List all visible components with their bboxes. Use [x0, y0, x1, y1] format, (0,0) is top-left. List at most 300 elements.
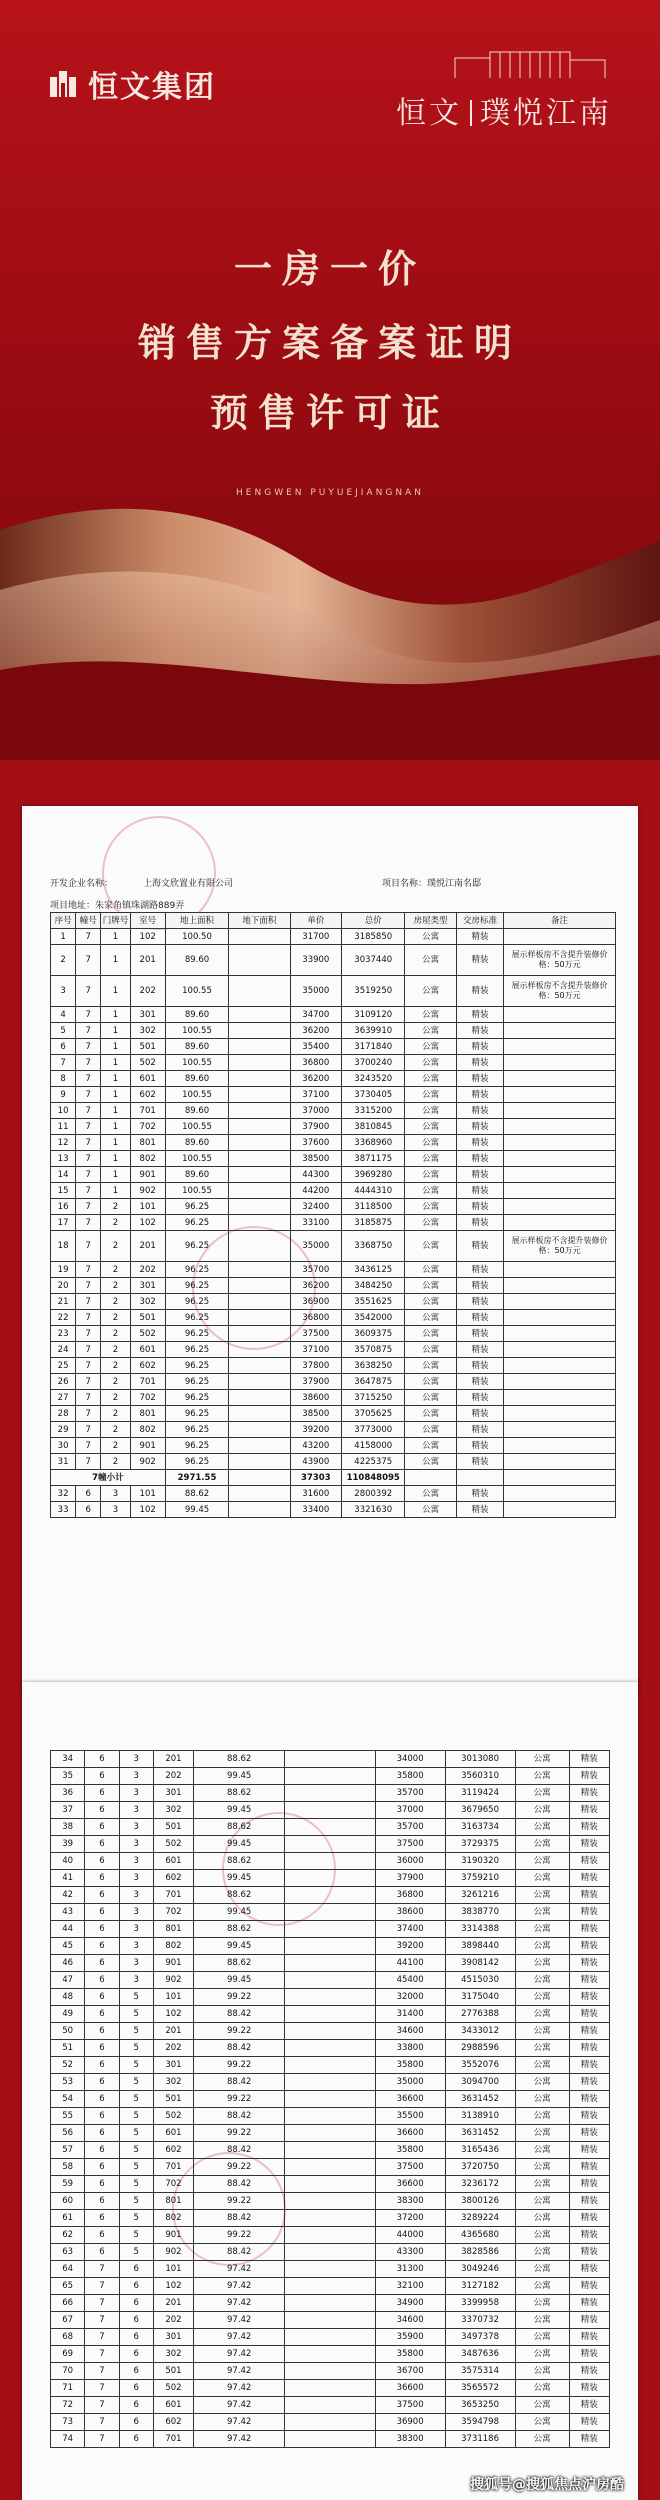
table-cell: 31700 [290, 929, 341, 945]
table-cell: 1 [101, 1087, 130, 1103]
table-cell: 6 [119, 2363, 153, 2380]
table-cell [504, 1486, 616, 1502]
table-cell [285, 2346, 375, 2363]
table-cell: 3 [119, 1955, 153, 1972]
table-cell: 1 [51, 929, 76, 945]
table-cell: 公寓 [405, 1262, 456, 1278]
table-row [51, 2176, 610, 2193]
table-cell [285, 1785, 375, 1802]
table-cell: 3119424 [445, 1785, 515, 1802]
table-cell: 精装 [569, 2040, 609, 2057]
table-cell: 18 [51, 1231, 76, 1262]
table-cell: 69 [51, 2346, 85, 2363]
table-cell: 38600 [290, 1390, 341, 1406]
table-cell: 302 [153, 2074, 193, 2091]
table-cell: 6 [85, 2193, 119, 2210]
table-cell: 公寓 [515, 2380, 569, 2397]
table-cell [285, 2210, 375, 2227]
table-cell: 35800 [375, 2142, 445, 2159]
table-cell: 602 [130, 1087, 165, 1103]
table-cell: 24 [51, 1342, 76, 1358]
table-cell: 公寓 [515, 1836, 569, 1853]
table-cell: 公寓 [515, 1989, 569, 2006]
table-cell: 公寓 [405, 1071, 456, 1087]
table-cell: 3715250 [342, 1390, 405, 1406]
table-cell: 7 [85, 2261, 119, 2278]
table-cell: 34000 [375, 1751, 445, 1768]
table-cell: 2 [101, 1406, 130, 1422]
table-cell: 97.42 [194, 2431, 285, 2448]
table-cell: 7 [76, 1310, 101, 1326]
table-cell: 37400 [375, 1921, 445, 1938]
table-cell [504, 1039, 616, 1055]
table-cell: 公寓 [405, 1231, 456, 1262]
table-cell: 3013080 [445, 1751, 515, 1768]
table-cell [504, 1342, 616, 1358]
table-cell: 6 [85, 1938, 119, 1955]
table-cell: 48 [51, 1989, 85, 2006]
table-cell: 501 [130, 1039, 165, 1055]
column-header: 单价 [290, 913, 341, 929]
table-cell: 精装 [569, 2312, 609, 2329]
table-cell: 23 [51, 1326, 76, 1342]
table-cell: 36200 [290, 1278, 341, 1294]
table-cell: 99.45 [194, 1904, 285, 1921]
table-cell: 6 [85, 1836, 119, 1853]
title-line-2: 销售方案备案证明 [137, 321, 522, 365]
table-cell: 6 [85, 1887, 119, 1904]
table-cell [504, 1183, 616, 1199]
table-cell: 34 [51, 1751, 85, 1768]
table-row [51, 2329, 610, 2346]
table-cell: 精装 [569, 1921, 609, 1938]
table-cell [504, 1310, 616, 1326]
brand-right-b: 璞悦江南 [480, 96, 612, 131]
table-cell [229, 1438, 290, 1454]
table-cell: 3 [119, 1751, 153, 1768]
table-cell: 3243520 [342, 1071, 405, 1087]
table-cell [229, 1023, 290, 1039]
table-cell: 37 [51, 1802, 85, 1819]
table-cell: 3109120 [342, 1007, 405, 1023]
table-cell: 2776388 [445, 2006, 515, 2023]
table-cell: 3638250 [342, 1358, 405, 1374]
table-cell: 66 [51, 2295, 85, 2312]
table-cell: 96.25 [165, 1231, 228, 1262]
table-cell [285, 2380, 375, 2397]
table-cell: 36 [51, 1785, 85, 1802]
table-cell [229, 1231, 290, 1262]
table-cell: 701 [153, 2159, 193, 2176]
table-cell: 3368750 [342, 1231, 405, 1262]
hero-banner [0, 0, 660, 760]
table-row [51, 1039, 616, 1055]
table-row [51, 1119, 616, 1135]
table-cell: 39200 [375, 1938, 445, 1955]
table-cell: 精装 [569, 2108, 609, 2125]
table-cell: 2800392 [342, 1486, 405, 1502]
table-cell: 1 [101, 1039, 130, 1055]
table-cell: 公寓 [515, 2227, 569, 2244]
table-cell: 35000 [290, 1231, 341, 1262]
table-cell: 37600 [290, 1135, 341, 1151]
table-cell [229, 1358, 290, 1374]
table-cell: 6 [85, 2125, 119, 2142]
table-cell: 32400 [290, 1199, 341, 1215]
table-cell: 精装 [456, 976, 503, 1007]
table-cell [285, 1972, 375, 1989]
table-cell: 3 [119, 1921, 153, 1938]
table-cell [504, 1087, 616, 1103]
table-cell: 201 [130, 945, 165, 976]
table-cell: 公寓 [515, 1802, 569, 1819]
table-cell: 34600 [375, 2312, 445, 2329]
table-cell: 5 [119, 2006, 153, 2023]
table-cell: 公寓 [405, 1007, 456, 1023]
table-cell: 5 [119, 2210, 153, 2227]
table-cell: 102 [130, 929, 165, 945]
table-cell: 50 [51, 2023, 85, 2040]
table-cell: 3729375 [445, 1836, 515, 1853]
table-cell: 902 [153, 2244, 193, 2261]
table-cell: 3720750 [445, 2159, 515, 2176]
table-cell [504, 1358, 616, 1374]
table-cell: 6 [119, 2380, 153, 2397]
silk-wave-decoration [0, 470, 660, 760]
table-cell: 38500 [290, 1406, 341, 1422]
table-cell: 3759210 [445, 1870, 515, 1887]
table-cell: 精装 [456, 1135, 503, 1151]
table-cell: 精装 [456, 1390, 503, 1406]
table-row [51, 2142, 610, 2159]
table-row [51, 1103, 616, 1119]
table-cell: 精装 [569, 2006, 609, 2023]
table-cell: 45 [51, 1938, 85, 1955]
table-cell: 35900 [375, 2329, 445, 2346]
table-row [51, 1751, 610, 1768]
table-cell: 公寓 [405, 1406, 456, 1422]
table-cell: 公寓 [515, 2312, 569, 2329]
table-cell: 51 [51, 2040, 85, 2057]
table-cell: 公寓 [515, 2125, 569, 2142]
table-cell: 5 [119, 2244, 153, 2261]
table-cell: 302 [130, 1294, 165, 1310]
table-cell: 88.42 [194, 2040, 285, 2057]
table-cell: 202 [130, 976, 165, 1007]
table-cell [504, 1119, 616, 1135]
table-row [51, 1406, 616, 1422]
table-cell: 1 [101, 976, 130, 1007]
table-cell: 26 [51, 1374, 76, 1390]
table-cell [285, 1768, 375, 1785]
table-row [51, 2414, 610, 2431]
table-row [51, 2431, 610, 2448]
table-row [51, 2006, 610, 2023]
project-label: 项目名称： [382, 879, 428, 889]
table-cell [285, 1836, 375, 1853]
table-cell: 102 [130, 1502, 165, 1518]
table-cell: 3969280 [342, 1167, 405, 1183]
table-cell: 3289224 [445, 2210, 515, 2227]
table-cell: 97.42 [194, 2397, 285, 2414]
table-cell: 精装 [569, 1989, 609, 2006]
table-cell: 102 [153, 2006, 193, 2023]
table-cell: 55 [51, 2108, 85, 2125]
table-cell [285, 2159, 375, 2176]
table-cell: 1 [101, 1007, 130, 1023]
subtotal-cell: 110848095 [342, 1470, 405, 1486]
table-cell: 44000 [375, 2227, 445, 2244]
table-cell: 7 [76, 1438, 101, 1454]
table-cell: 31600 [290, 1486, 341, 1502]
table-cell: 99.22 [194, 2193, 285, 2210]
table-cell: 公寓 [515, 2159, 569, 2176]
table-cell: 6 [119, 2397, 153, 2414]
table-cell: 3 [101, 1502, 130, 1518]
table-cell: 62 [51, 2227, 85, 2244]
table-cell: 102 [153, 2278, 193, 2295]
table-cell [504, 1135, 616, 1151]
table-cell: 88.62 [194, 1853, 285, 1870]
developer-name: 上海文欣置业有限公司 [143, 879, 234, 889]
table-cell: 精装 [569, 1836, 609, 1853]
table-cell: 501 [130, 1310, 165, 1326]
table-cell: 公寓 [515, 1955, 569, 1972]
table-cell: 21 [51, 1294, 76, 1310]
table-cell: 3261216 [445, 1887, 515, 1904]
table-cell: 99.22 [194, 2125, 285, 2142]
table-cell: 3171840 [342, 1039, 405, 1055]
table-cell: 36800 [290, 1055, 341, 1071]
table-cell: 40 [51, 1853, 85, 1870]
table-cell: 101 [153, 1989, 193, 2006]
brand-name: 恒文集团 [88, 70, 216, 105]
table-cell: 27 [51, 1390, 76, 1406]
table-cell: 701 [130, 1103, 165, 1119]
table-cell: 802 [130, 1422, 165, 1438]
table-cell: 精装 [569, 1751, 609, 1768]
building-logo-icon [48, 69, 78, 99]
table-cell: 100.55 [165, 1151, 228, 1167]
table-cell: 2 [101, 1310, 130, 1326]
table-cell: 7 [85, 2363, 119, 2380]
table-cell [285, 2006, 375, 2023]
table-cell: 901 [130, 1438, 165, 1454]
table-cell: 16 [51, 1199, 76, 1215]
table-cell: 5 [119, 2227, 153, 2244]
table-cell: 3731186 [445, 2431, 515, 2448]
table-cell: 4225375 [342, 1454, 405, 1470]
table-cell [504, 1406, 616, 1422]
table-cell: 3 [119, 1887, 153, 1904]
table-row [51, 1422, 616, 1438]
table-cell: 35400 [290, 1039, 341, 1055]
table-cell: 19 [51, 1262, 76, 1278]
table-cell: 3118500 [342, 1199, 405, 1215]
table-cell: 3315200 [342, 1103, 405, 1119]
table-cell: 7 [76, 976, 101, 1007]
table-cell: 32100 [375, 2278, 445, 2295]
table-row [51, 1870, 610, 1887]
table-cell: 25 [51, 1358, 76, 1374]
table-cell: 602 [153, 1870, 193, 1887]
table-cell: 1 [101, 1151, 130, 1167]
table-cell [229, 1326, 290, 1342]
table-cell: 精装 [569, 2074, 609, 2091]
table-cell: 3700240 [342, 1055, 405, 1071]
table-cell [285, 2244, 375, 2261]
table-cell: 601 [130, 1342, 165, 1358]
table-cell: 99.45 [165, 1502, 228, 1518]
document-page-2 [22, 1682, 638, 2500]
table-row [51, 2023, 610, 2040]
table-cell: 2 [101, 1215, 130, 1231]
table-cell: 精装 [456, 945, 503, 976]
column-header: 房屋类型 [405, 913, 456, 929]
table-row [51, 1071, 616, 1087]
table-cell: 301 [130, 1278, 165, 1294]
table-cell: 100.55 [165, 1183, 228, 1199]
table-cell: 602 [130, 1358, 165, 1374]
table-cell: 精装 [456, 1023, 503, 1039]
table-cell: 7 [76, 945, 101, 976]
table-cell: 43300 [375, 2244, 445, 2261]
table-cell: 37500 [375, 1836, 445, 1853]
table-cell: 34700 [290, 1007, 341, 1023]
table-cell: 公寓 [515, 1938, 569, 1955]
table-cell: 5 [119, 2125, 153, 2142]
table-cell: 公寓 [405, 1486, 456, 1502]
table-cell: 302 [153, 2346, 193, 2363]
table-cell: 精装 [569, 1887, 609, 1904]
table-row [51, 1358, 616, 1374]
table-cell: 5 [119, 2074, 153, 2091]
table-cell [504, 1294, 616, 1310]
table-cell: 801 [153, 2193, 193, 2210]
table-cell: 公寓 [405, 1119, 456, 1135]
table-cell [285, 2125, 375, 2142]
table-cell: 36800 [290, 1310, 341, 1326]
table-cell: 88.42 [194, 2142, 285, 2159]
table-cell: 6 [85, 2006, 119, 2023]
table-cell: 67 [51, 2312, 85, 2329]
column-header: 备注 [504, 913, 616, 929]
table-cell: 精装 [569, 2380, 609, 2397]
table-cell: 7 [76, 1454, 101, 1470]
table-cell: 58 [51, 2159, 85, 2176]
table-cell [285, 2057, 375, 2074]
table-cell: 99.22 [194, 2057, 285, 2074]
table-cell: 2 [101, 1199, 130, 1215]
table-cell: 7 [76, 1135, 101, 1151]
table-cell: 3321630 [342, 1502, 405, 1518]
table-cell: 801 [130, 1135, 165, 1151]
table-cell [229, 976, 290, 1007]
table-cell: 31400 [375, 2006, 445, 2023]
table-cell [229, 1342, 290, 1358]
table-cell: 53 [51, 2074, 85, 2091]
table-cell: 5 [119, 2176, 153, 2193]
table-cell: 29 [51, 1422, 76, 1438]
table-cell: 3314388 [445, 1921, 515, 1938]
table-cell: 602 [153, 2414, 193, 2431]
table-cell: 精装 [569, 2176, 609, 2193]
table-row [51, 2074, 610, 2091]
table-cell: 101 [153, 2261, 193, 2278]
table-cell: 7 [76, 1055, 101, 1071]
table-cell: 20 [51, 1278, 76, 1294]
table-cell: 6 [85, 1989, 119, 2006]
table-cell: 2 [101, 1390, 130, 1406]
table-header-row [51, 913, 616, 929]
table-cell: 7 [76, 1278, 101, 1294]
table-cell: 公寓 [515, 2261, 569, 2278]
table-cell: 3487636 [445, 2346, 515, 2363]
table-cell: 6 [85, 1870, 119, 1887]
table-cell: 43 [51, 1904, 85, 1921]
table-row [51, 976, 616, 1007]
table-cell: 7 [85, 2346, 119, 2363]
table-cell: 65 [51, 2278, 85, 2295]
brand-logo-left [48, 62, 216, 106]
table-cell: 7 [76, 1326, 101, 1342]
table-cell: 3436125 [342, 1262, 405, 1278]
table-cell: 公寓 [405, 1167, 456, 1183]
table-cell [229, 1199, 290, 1215]
table-cell: 7 [76, 1262, 101, 1278]
table-cell: 公寓 [405, 945, 456, 976]
table-cell: 3871175 [342, 1151, 405, 1167]
table-cell: 7 [76, 1039, 101, 1055]
table-cell: 5 [119, 2193, 153, 2210]
table-cell: 精装 [456, 1087, 503, 1103]
table-cell: 10 [51, 1103, 76, 1119]
table-cell: 6 [85, 1921, 119, 1938]
table-cell: 97.42 [194, 2329, 285, 2346]
table-cell: 47 [51, 1972, 85, 1989]
table-cell: 502 [153, 2108, 193, 2125]
table-cell: 公寓 [405, 1103, 456, 1119]
table-cell: 6 [85, 1768, 119, 1785]
table-cell: 88.62 [194, 1955, 285, 1972]
table-cell: 公寓 [405, 1390, 456, 1406]
table-cell [285, 2261, 375, 2278]
table-cell: 5 [119, 2023, 153, 2040]
table-cell: 3 [51, 976, 76, 1007]
table-cell: 36200 [290, 1071, 341, 1087]
table-cell: 902 [153, 1972, 193, 1989]
table-cell: 37100 [290, 1342, 341, 1358]
table-cell: 3828586 [445, 2244, 515, 2261]
table-cell: 3163734 [445, 1819, 515, 1836]
table-cell: 3049246 [445, 2261, 515, 2278]
table-cell [229, 1502, 290, 1518]
table-cell: 502 [130, 1326, 165, 1342]
table-cell: 公寓 [405, 1342, 456, 1358]
table-cell: 1 [101, 1071, 130, 1087]
table-cell: 2 [51, 945, 76, 976]
table-cell: 6 [85, 1819, 119, 1836]
table-cell: 36600 [375, 2125, 445, 2142]
table-cell [504, 1071, 616, 1087]
table-cell: 52 [51, 2057, 85, 2074]
table-cell: 6 [119, 2278, 153, 2295]
table-cell: 精装 [456, 1231, 503, 1262]
table-cell: 6 [119, 2346, 153, 2363]
table-cell: 59 [51, 2176, 85, 2193]
table-cell [229, 1422, 290, 1438]
table-cell: 702 [153, 2176, 193, 2193]
